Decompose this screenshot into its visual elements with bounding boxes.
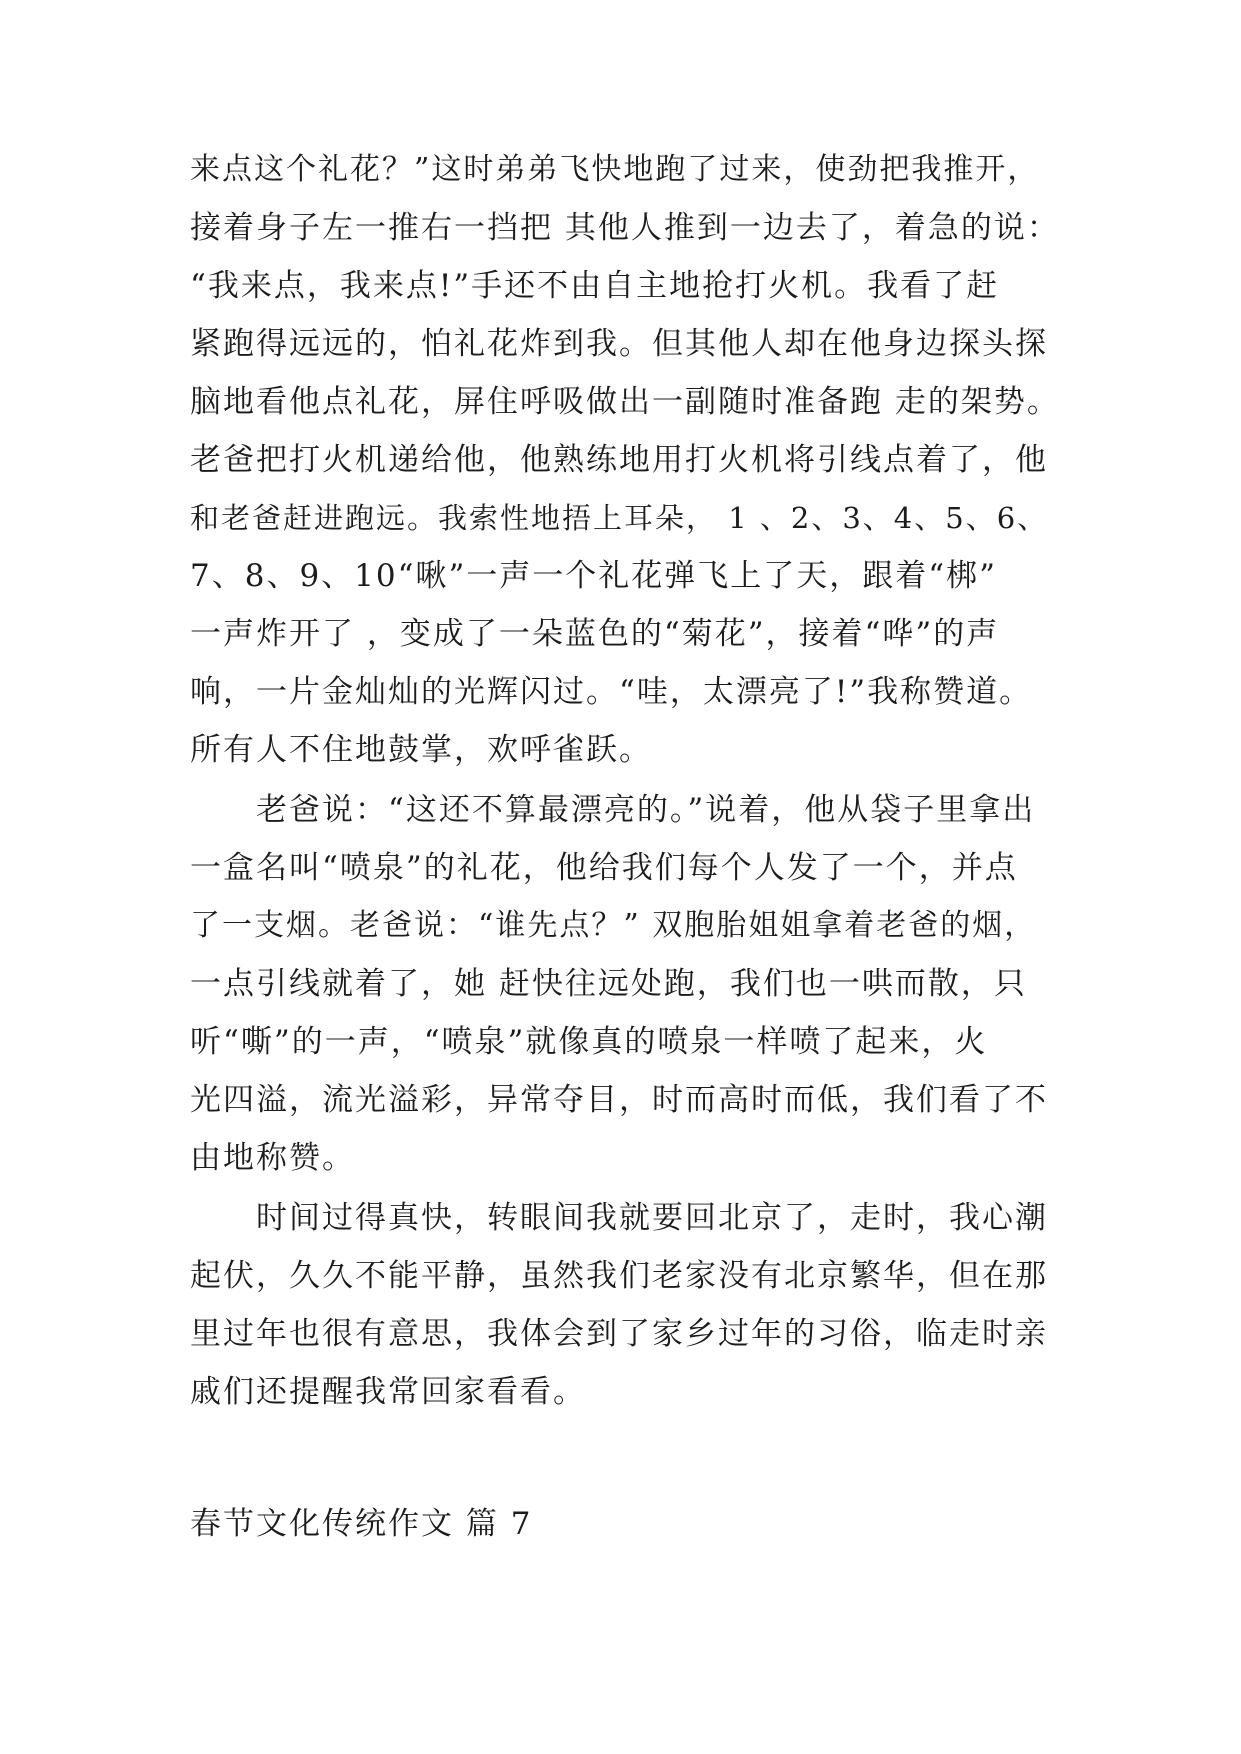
- text-line: 脑地看他点礼花，屏住呼吸做出一副随时准备跑 走的架势。: [190, 384, 1060, 420]
- text-line: 了一支烟。老爸说：“谁先点？” 双胞胎姐姐拿着老爸的烟，: [190, 908, 1037, 943]
- text-line: 老爸把打火机递给他，他熟练地用打火机将引线点着了，他: [190, 442, 1048, 478]
- text-line: 紧跑得远远的，怕礼花炸到我。但其他人却在他身边探头探: [190, 326, 1048, 362]
- text-line: 所有人不住地鼓掌，欢呼雀跃。: [190, 732, 652, 768]
- text-line: 老爸说：“这还不算最漂亮的。”说着，他从袋子里拿出: [190, 792, 1036, 828]
- text-line: 一盒名叫“喷泉”的礼花，他给我们每个人发了一个，并点: [190, 850, 1018, 886]
- text-line: 一点引线就着了，她 赶快往远处跑，我们也一哄而散，只: [190, 966, 1027, 1002]
- text-line: 由地称赞。: [190, 1140, 355, 1176]
- text-line: “我来点，我来点!”手还不由自主地抢打火机。我看了赶: [190, 268, 1000, 304]
- text-line: 听“嘶”的一声，“喷泉”就像真的喷泉一样喷了起来，火: [190, 1024, 988, 1060]
- text-line: 里过年也很有意思，我体会到了家乡过年的习俗，临走时亲: [190, 1316, 1048, 1352]
- text-line: 光四溢，流光溢彩，异常夺目，时而高时而低，我们看了不: [190, 1082, 1048, 1118]
- text-line: 戚们还提醒我常回家看看。: [190, 1374, 586, 1410]
- text-line: 接着身子左一推右一挡把 其他人推到一边去了，着急的说：: [190, 210, 1060, 246]
- text-line: 响，一片金灿灿的光辉闪过。“哇，太漂亮了!”我称赞道。: [190, 674, 1033, 710]
- text-line: 一声炸开了 ，变成了一朵蓝色的“菊花”，接着“哗”的声: [190, 616, 1000, 652]
- text-line: 时间过得真快，转眼间我就要回北京了，走时，我心潮: [190, 1200, 1048, 1236]
- text-line: 起伏，久久不能平静，虽然我们老家没有北京繁华，但在那: [190, 1258, 1048, 1294]
- text-line: 7、8、9、10“啾”一声一个礼花弹飞上了天，跟着“梆”: [190, 558, 998, 594]
- text-line: 来点这个礼花？”这时弟弟飞快地跑了过来，使劲把我推开，: [190, 152, 1040, 187]
- section-heading: 春节文化传统作文 篇 7: [190, 1506, 533, 1542]
- text-line: 和老爸赶进跑远。我索性地捂上耳朵， 1 、2、3、4、5、6、: [190, 501, 1049, 535]
